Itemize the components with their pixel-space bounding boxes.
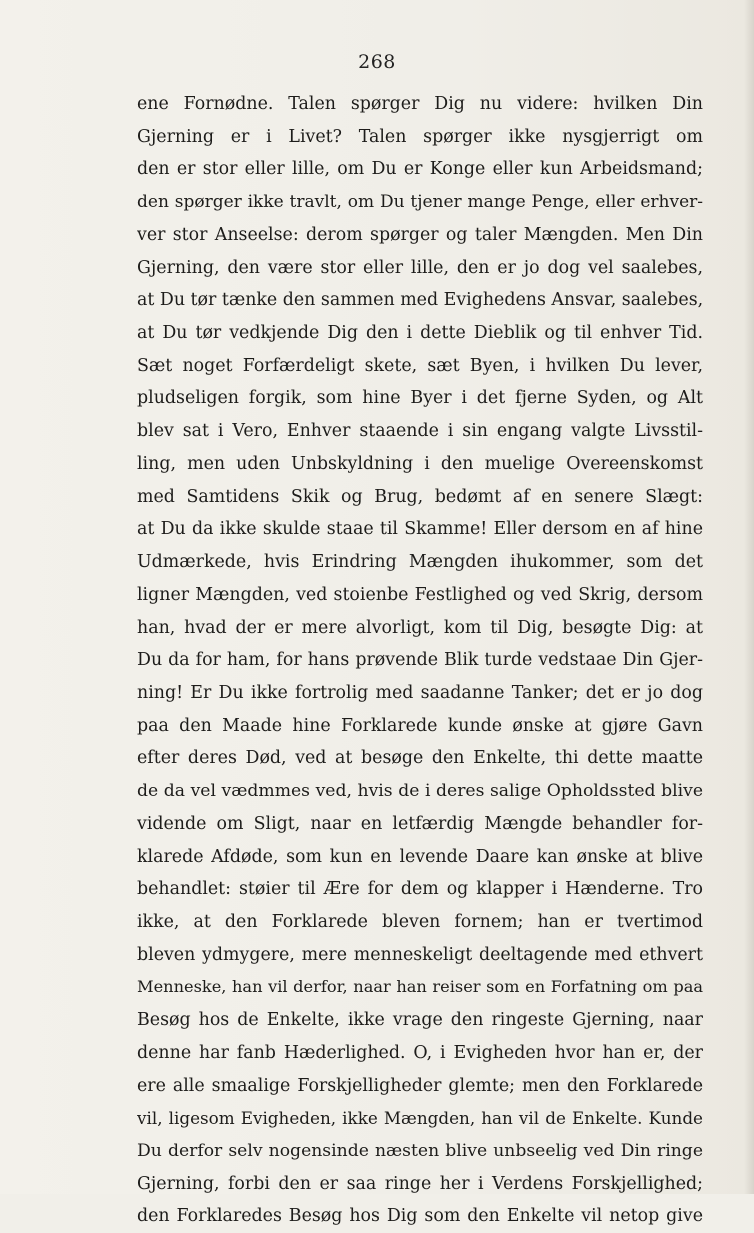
text-line: Besøg hos de Enkelte, ikke vrage den ringeste Gjerning, naar — [137, 1010, 703, 1031]
text-line: Udmærkede, hvis Erindring Mængden ihukommer, som det — [137, 552, 703, 573]
text-line: Gjerning er i Livet? Talen spørger ikke nysgjerrigt om — [137, 126, 703, 147]
text-line: klarede Afdøde, som kun en levende Daare kan ønske at blive — [137, 846, 703, 867]
text-line: bleven ydmygere, mere menneskeligt deeltagende med ethvert — [137, 944, 703, 965]
page-gutter-shadow — [744, 0, 754, 1194]
text-line: vil, ligesom Evigheden, ikke Mængden, han vil de Enkelte. Kunde — [137, 1108, 703, 1129]
body-text — [137, 88, 703, 1233]
text-line: med Samtidens Skik og Brug, bedømt af en senere Slægt: — [137, 486, 703, 507]
text-line: at Du tør tænke den sammen med Evighedens Ansvar, saalebes, — [137, 290, 703, 311]
text-line: Gjerning, forbi den er saa ringe her i Verdens Forskjellighed; — [137, 1173, 703, 1194]
text-line: han, hvad der er mere alvorligt, kom til Dig, besøgte Dig: at — [137, 617, 703, 638]
text-line: Du da for ham, for hans prøvende Blik turde vedstaae Din Gjer- — [137, 650, 703, 671]
text-line: blev sat i Vero, Enhver staaende i sin engang valgte Livsstil- — [137, 421, 703, 442]
text-line: Sæt noget Forfærdeligt skete, sæt Byen, i hvilken Du lever, — [137, 355, 703, 376]
text-line: ikke, at den Forklarede bleven fornem; han er tvertimod — [137, 911, 703, 932]
text-line: ning! Er Du ikke fortrolig med saadanne Tanker; det er jo dog — [137, 682, 703, 703]
text-line: ling, men uden Unbskyldning i den muelige Overeenskomst — [137, 453, 703, 474]
text-line: at Du da ikke skulde staae til Skamme! Eller dersom en af hine — [137, 519, 703, 540]
text-line: vidende om Sligt, naar en letfærdig Mængde behandler for- — [137, 813, 703, 834]
text-line: de da vel vædmmes ved, hvis de i deres salige Opholdssted blive — [137, 781, 703, 802]
text-line: ere alle smaalige Forskjelligheder glemte; men den Forklarede — [137, 1075, 703, 1096]
text-line: behandlet: støier til Ære for dem og klapper i Hænderne. Tro — [137, 879, 703, 900]
text-line: ligner Mængden, ved stoienbe Festlighed og ved Skrig, dersom — [137, 584, 703, 605]
text-line: Gjerning, den være stor eller lille, den er jo dog vel saalebes, — [137, 257, 703, 278]
text-line: ene Fornødne. Talen spørger Dig nu videre: hvilken Din — [137, 94, 703, 114]
text-line: pludseligen forgik, som hine Byer i det fjerne Syden, og Alt — [137, 388, 703, 409]
text-line: den spørger ikke travlt, om Du tjener mange Penge, eller erhver- — [137, 192, 703, 213]
text-line: Menneske, han vil derfor, naar han reiser som en Forfatning om paa — [137, 977, 703, 997]
text-line: denne har fanb Hæderlighed. O, i Evigheden hvor han er, der — [137, 1042, 703, 1063]
text-line: den er stor eller lille, om Du er Konge eller kun Arbeidsmand; — [137, 159, 703, 180]
text-line: Du derfor selv nogensinde næsten blive unbseelig ved Din ringe — [137, 1141, 703, 1161]
text-line: den Forklaredes Besøg hos Dig som den Enkelte vil netop give — [137, 1206, 703, 1227]
text-line: paa den Maade hine Forklarede kunde ønske at gjøre Gavn — [137, 715, 703, 736]
text-line: efter deres Død, ved at besøge den Enkelte, thi dette maatte — [137, 748, 703, 769]
page-number: 268 — [358, 51, 396, 73]
text-line: ver stor Anseelse: derom spørger og taler Mængden. Men Din — [137, 224, 703, 245]
text-line: at Du tør vedkjende Dig den i dette Dieblik og til enhver Tid. — [137, 323, 703, 344]
